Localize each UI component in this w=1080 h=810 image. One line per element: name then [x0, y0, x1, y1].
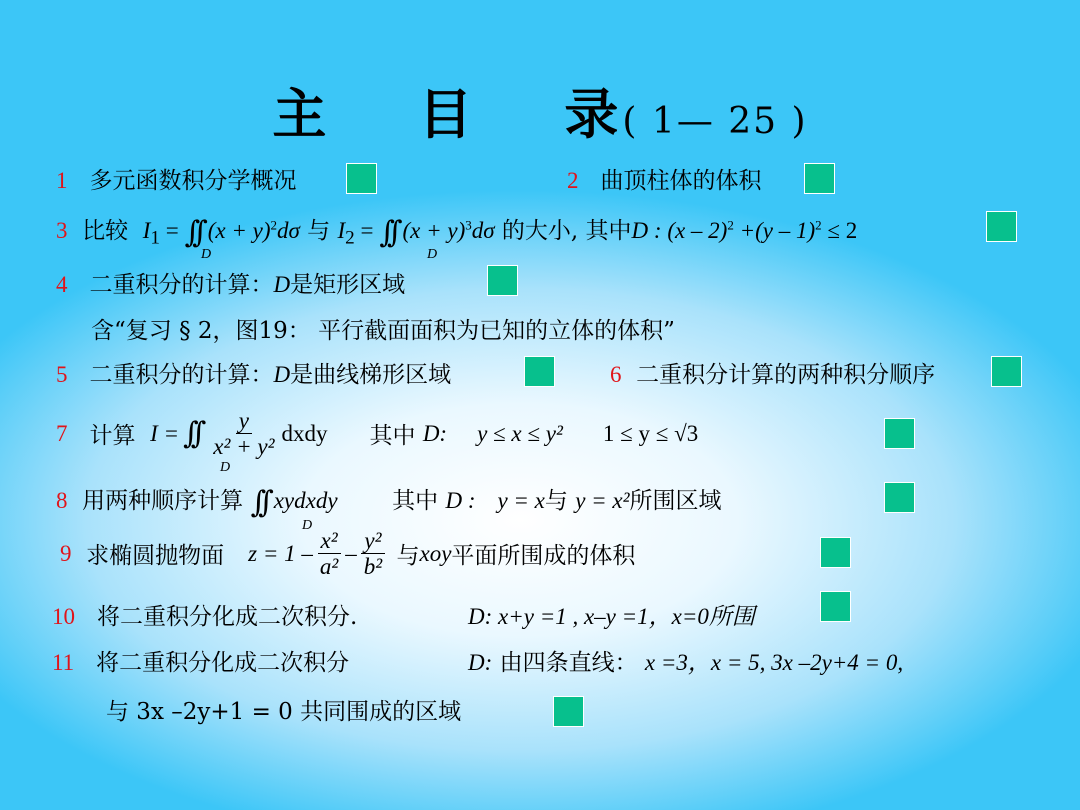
link-button-1[interactable]: [346, 163, 377, 194]
item-text: 由四条直线：: [499, 650, 638, 676]
region-name: D: [273, 362, 291, 387]
lines: x =3，x = 5, 3x –2y+4 = 0,: [644, 650, 904, 675]
item-11-continued: 与 3x –2y+1 = 0 共同围成的区域: [106, 699, 462, 725]
item-11-region: [468, 644, 903, 677]
measure: dσ: [471, 218, 495, 243]
double-integral-icon: ∫∫: [184, 215, 200, 250]
item-number: 7: [56, 420, 68, 446]
item-text: 多元函数积分学概况: [89, 168, 297, 194]
numerator: y²: [361, 528, 384, 554]
conjunction: 与: [396, 543, 420, 569]
measure: dσ: [277, 218, 300, 243]
integral-name-2: I: [337, 218, 346, 243]
numerator: x²: [318, 528, 341, 554]
page-title: [0, 72, 1080, 149]
conjunction: 与: [307, 218, 331, 244]
item-5: [56, 356, 451, 389]
region-expr: +(y – 1): [733, 218, 816, 243]
double-integral-icon: ∫∫: [379, 215, 395, 250]
title-char-2: 目: [418, 82, 475, 146]
item-text: 用两种顺序计算: [82, 488, 244, 514]
item-4-note: 含“复习 § 2，图19： 平行截面面积为已知的立体的体积”: [91, 318, 675, 344]
item-3: [56, 212, 857, 250]
integral-subscript: D: [427, 247, 438, 262]
condition: y ≤ x ≤ y²: [477, 420, 563, 446]
subscript: 1: [150, 227, 160, 249]
region-expr: : (x – 2): [648, 218, 728, 243]
integrand-2: (x + y): [402, 218, 466, 243]
item-number: 8: [56, 488, 68, 513]
fraction: [210, 408, 277, 459]
item-text: 其中: [392, 488, 439, 514]
item-number: 6: [610, 362, 622, 387]
item-text: 二重积分的计算：: [89, 362, 274, 388]
item-text: 平面所围成的体积: [451, 543, 636, 569]
item-10: [52, 598, 357, 631]
exponent: 2: [727, 217, 734, 233]
conjunction: 与: [544, 488, 568, 514]
link-button-6[interactable]: [991, 356, 1022, 387]
measure: dxdy: [281, 420, 328, 446]
item-6: [610, 356, 935, 389]
link-button-11[interactable]: [553, 696, 584, 727]
item-text: 求椭圆抛物面: [86, 543, 225, 569]
item-number: 1: [56, 168, 68, 193]
integral-subscript: D: [201, 247, 212, 262]
region-name: D:: [468, 650, 493, 675]
fraction: [361, 528, 385, 579]
link-button-7[interactable]: [884, 418, 915, 449]
item-number: 3: [56, 218, 68, 243]
item-11: [52, 644, 349, 677]
item-text: 是曲线梯形区域: [290, 362, 452, 388]
region-name: D:: [422, 420, 448, 446]
item-text: 曲顶柱体的体积: [600, 168, 762, 194]
item-text: 其中: [369, 423, 416, 449]
integral-subscript: D: [302, 518, 313, 533]
integrand: xydxdy: [273, 488, 338, 513]
operator: –: [345, 540, 357, 566]
region-name: D: [631, 218, 649, 243]
item-text: 二重积分计算的两种积分顺序: [636, 362, 936, 388]
item-4: [56, 266, 405, 299]
subscript: 2: [345, 227, 355, 249]
link-button-2[interactable]: [804, 163, 835, 194]
integral-name-1: I: [142, 218, 151, 243]
item-text: 是矩形区域: [290, 272, 406, 298]
link-button-5[interactable]: [524, 356, 555, 387]
item-number: 10: [52, 604, 75, 629]
item-number: 2: [567, 168, 579, 193]
item-text: 将二重积分化成二次积分: [96, 650, 350, 676]
item-8: [56, 482, 722, 520]
region-name: D: [273, 272, 291, 297]
link-button-9[interactable]: [820, 537, 851, 568]
item-7: [56, 408, 698, 459]
link-button-10[interactable]: [820, 591, 851, 622]
exponent: 3: [465, 217, 472, 233]
item-text: 二重积分的计算：: [89, 272, 274, 298]
curve: y = x: [497, 488, 545, 513]
denominator: b²: [363, 554, 383, 579]
fraction: [317, 528, 341, 579]
item-number: 9: [60, 540, 72, 566]
item-text: 的大小, 其中: [501, 218, 632, 244]
equals: =: [354, 218, 380, 243]
title-range: ( 1— 25 ): [622, 101, 808, 142]
item-text: 所围区域: [629, 488, 722, 514]
item-9: [60, 528, 635, 579]
item-2: [567, 162, 761, 195]
plane: xoy: [419, 540, 452, 566]
link-button-4[interactable]: [487, 265, 518, 296]
double-integral-icon: ∫∫: [183, 416, 199, 451]
link-button-3[interactable]: [986, 211, 1017, 242]
numerator: y: [236, 408, 252, 434]
region-name: D :: [445, 488, 476, 513]
exponent: 2: [815, 217, 822, 233]
item-number: 4: [56, 272, 68, 297]
denominator: a²: [319, 554, 339, 579]
exponent: 2: [270, 217, 278, 233]
title-char-3: 录: [564, 82, 621, 146]
item-number: 5: [56, 362, 68, 387]
item-text: 计算: [89, 423, 136, 449]
item-1: [56, 162, 296, 195]
link-button-8[interactable]: [884, 482, 915, 513]
item-number: 11: [52, 650, 75, 675]
integral-name: I =: [150, 420, 179, 446]
equals: =: [160, 218, 185, 243]
denominator: x² + y²: [213, 434, 275, 459]
region-bound: ≤ 2: [821, 218, 858, 243]
item-10-region: D: x+y =1 , x–y =1，x=0所围: [468, 604, 755, 629]
double-integral-icon: ∫∫: [250, 485, 266, 520]
item-text: 比较: [82, 218, 129, 244]
item-text: 将二重积分化成二次积分.: [96, 604, 358, 630]
condition: 1 ≤ y ≤ √3: [602, 420, 699, 446]
curve: y = x²: [575, 488, 630, 513]
integral-subscript: D: [220, 460, 231, 475]
equation: z = 1 –: [248, 540, 313, 566]
integrand-1: (x + y): [207, 218, 271, 243]
title-char-1: 主: [272, 82, 329, 146]
